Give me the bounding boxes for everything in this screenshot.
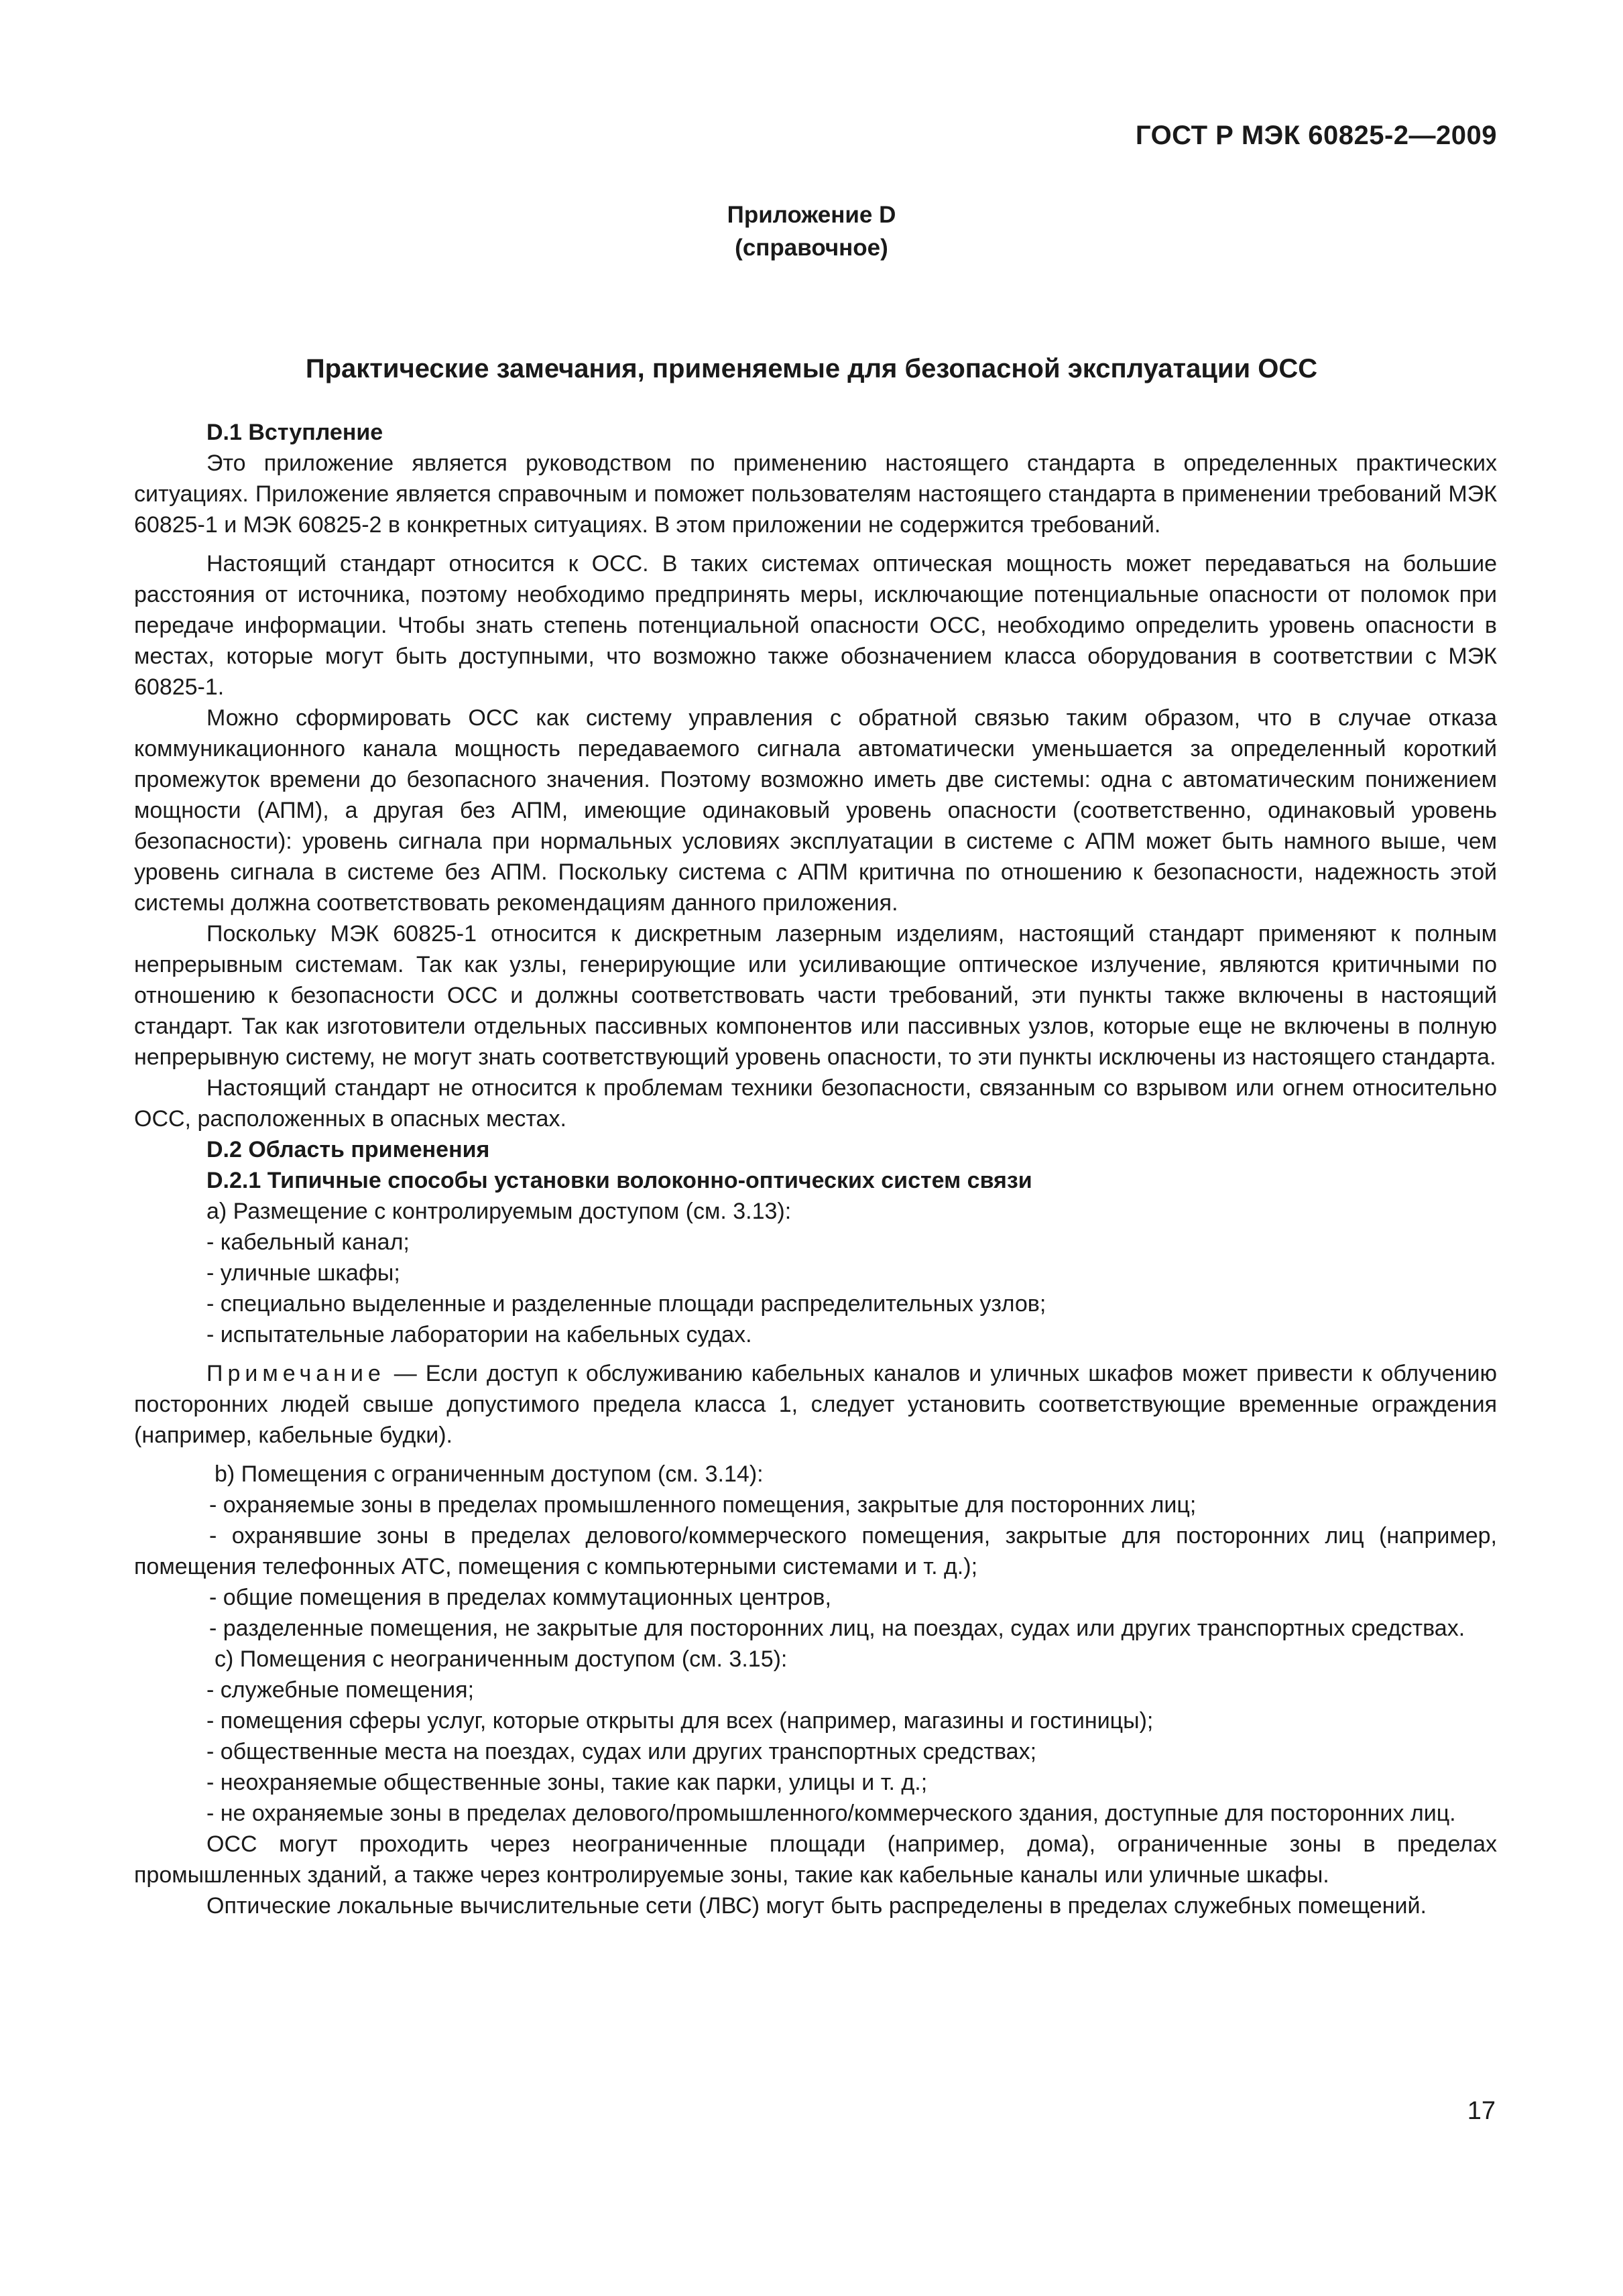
annex-heading [0, 198, 1623, 264]
note-label: Примечание [206, 1361, 385, 1386]
note [134, 1358, 1497, 1451]
annex-title: Практические замечания, применяемые для безопасной эксплуатации ОСС [305, 354, 1318, 383]
list-item: - не охраняемые зоны в пределах делового/промышленного/коммерческого здания, доступные для посторонних лиц. [206, 1801, 1456, 1826]
paragraph: ОСС могут проходить через неограниченные площади (например, дома), ограниченные зоны в пределах промышленных зданий, а также через контролируемые зоны, такие как кабельные каналы или уличные шкафы. [134, 1831, 1497, 1888]
list-intro-a: а) Размещение с контролируемым доступом (см. 3.13): [206, 1199, 792, 1224]
section-heading-d1: D.1 Вступление [206, 420, 383, 445]
paragraph: Настоящий стандарт не относится к проблемам техники безопасности, связанным со взрывом или огнем относительно ОСС, расположенных в опасных местах. [134, 1075, 1497, 1132]
annex-type: (справочное) [735, 235, 888, 261]
note-text: — Если доступ к обслуживанию кабельных каналов и уличных шкафов может привести к облучению посторонних людей свыше допустимого предела класса 1, следует установить соответствующие временные ограждения (например, кабельные будки). [134, 1361, 1497, 1448]
paragraph: Это приложение является руководством по применению настоящего стандарта в определенных практических ситуациях. Приложение является справочным и поможет пользователям настоящего стандарта в применении требований МЭК 60825-1 и МЭК 60825-2 в конкретных ситуациях. В этом приложении не содержится требований. [134, 450, 1497, 538]
paragraph: Можно сформировать ОСС как систему управления с обратной связью таким образом, что в случае отказа коммуникационного канала мощность передаваемого сигнала автоматически уменьшается за определенный короткий промежуток времени до безопасного значения. Поэтому возможно иметь две системы: одна с автоматическим понижением мощности (АПМ), а другая без АПМ, имеющие одинаковый уровень опасности (соответственно, одинаковый уровень безопасности): уровень сигнала при нормальных условиях эксплуатации в системе с АПМ может быть намного выше, чем уровень сигнала в системе без АПМ. Поскольку система с АПМ критична по отношению к безопасности, надежность этой системы должна соответствовать рекомендациям данного приложения. [134, 705, 1497, 916]
list-intro-b: b) Помещения с ограниченным доступом (см. 3.14): [215, 1461, 764, 1487]
list-item: - общие помещения в пределах коммутационных центров, [209, 1585, 831, 1610]
list-item: - общественные места на поездах, судах или других транспортных средствах; [206, 1739, 1037, 1764]
list-item: - охраняемые зоны в пределах промышленного помещения, закрытые для посторонних лиц; [209, 1492, 1197, 1518]
section-heading-d21: D.2.1 Типичные способы установки волоконно-оптических систем связи [206, 1168, 1032, 1193]
document-number: ГОСТ Р МЭК 60825-2—2009 [1135, 121, 1497, 150]
document-body [134, 417, 1497, 1921]
list-item: - помещения сферы услуг, которые открыты для всех (например, магазины и гостиницы); [206, 1708, 1154, 1734]
list-item: - охранявшие зоны в пределах делового/коммерческого помещения, закрытые для посторонних лиц (например, помещения телефонных АТС, помещения с компьютерными системами и т. д.); [134, 1523, 1497, 1579]
list-item: - специально выделенные и разделенные площади распределительных узлов; [206, 1291, 1046, 1317]
list-item: - неохраняемые общественные зоны, такие как парки, улицы и т. д.; [206, 1770, 928, 1795]
section-heading-d2: D.2 Область применения [206, 1137, 490, 1162]
list-item: - уличные шкафы; [206, 1260, 400, 1286]
list-intro-c: с) Помещения с неограниченным доступом (см. 3.15): [215, 1646, 788, 1672]
paragraph: Оптические локальные вычислительные сети (ЛВС) могут быть распределены в пределах служебных помещений. [206, 1893, 1427, 1919]
list-item: - разделенные помещения, не закрытые для посторонних лиц, на поездах, судах или других транспортных средствах. [209, 1616, 1465, 1641]
list-item: - испытательные лаборатории на кабельных судах. [206, 1322, 752, 1347]
page-number: 17 [1467, 2097, 1496, 2125]
list-item: - служебные помещения; [206, 1677, 475, 1703]
list-item: - кабельный канал; [206, 1229, 410, 1255]
annex-label: Приложение D [727, 202, 896, 228]
paragraph: Поскольку МЭК 60825-1 относится к дискретным лазерным изделиям, настоящий стандарт применяют к полным непрерывным системам. Так как узлы, генерирующие или усиливающие оптическое излучение, являются критичными по отношению к безопасности ОСС и должны соответствовать части требований, эти пункты также включены в настоящий стандарт. Так как изготовители отдельных пассивных компонентов или пассивных узлов, которые еще не включены в полную непрерывную систему, не могут знать соответствующий уровень опасности, то эти пункты исключены из настоящего стандарта. [134, 921, 1497, 1070]
paragraph: Настоящий стандарт относится к ОСС. В таких системах оптическая мощность может передаваться на большие расстояния от источника, поэтому необходимо предпринять меры, исключающие потенциальные опасности от поломок при передаче информации. Чтобы знать степень потенциальной опасности ОСС, необходимо определить уровень опасности в местах, которые могут быть доступными, что возможно также обозначением класса оборудования в соответствии с МЭК 60825-1. [134, 551, 1497, 700]
